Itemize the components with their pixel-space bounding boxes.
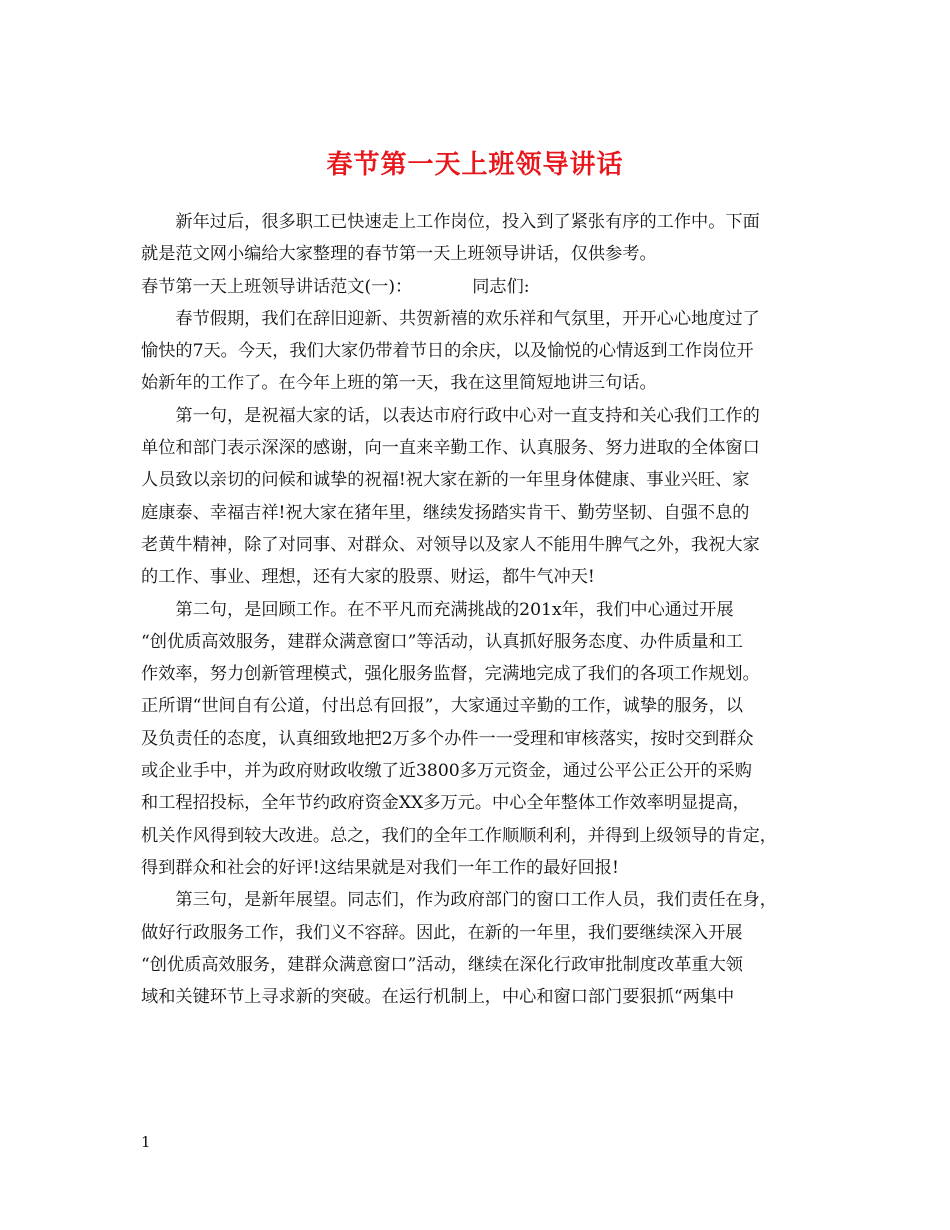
text-line: 第一句，是祝福大家的话，以表达市府行政中心对一直支持和关心我们工作的 <box>175 405 760 426</box>
text-line: 新年过后，很多职工已快速走上工作岗位，投入到了紧张有序的工作中。下面 <box>175 212 760 232</box>
text-line: “创优质高效服务，建群众满意窗口”等活动，认真抓好服务态度、办件质量和工 <box>141 631 743 652</box>
text-line: 单位和部门表示深深的感谢，向一直来辛勤工作、认真服务、努力进取的全体窗口 <box>141 438 760 459</box>
section-heading-line <box>141 271 825 303</box>
text-line: 机关作风得到较大改进。总之，我们的全年工作顺顺利利，并得到上级领导的肯定， <box>141 825 777 846</box>
text-line: 得到群众和社会的好评!这结果就是对我们一年工作的最好回报! <box>141 857 619 878</box>
text-line: 或企业手中，并为政府财政收缴了近3800多万元资金，通过公平公正公开的采购 <box>141 761 752 782</box>
text-line: 春节假期，我们在辞旧迎新、共贺新禧的欢乐祥和气氛里，开开心心地度过了 <box>175 308 760 329</box>
greeting: 同志们: <box>472 276 530 297</box>
text-line: 和工程招投标，全年节约政府资金XX多万元。中心全年整体工作效率明显提高， <box>141 793 750 814</box>
section-heading: 春节第一天上班领导讲话范文(一)： <box>141 276 413 297</box>
page-number: 1 <box>141 1133 151 1151</box>
text-line: 作效率，努力创新管理模式，强化服务监督，完满地完成了我们的各项工作规划。 <box>141 664 760 685</box>
text-line: 老黄牛精神，除了对同事、对群众、对领导以及家人不能用牛脾气之外，我祝大家 <box>141 534 760 555</box>
document-title: 春节第一天上班领导讲话 <box>326 150 624 181</box>
text-line: 人员致以亲切的问候和诚挚的祝福!祝大家在新的一年里身体健康、事业兴旺、家 <box>141 470 750 491</box>
text-line: 及负责任的态度，认真细致地把2万多个办件一一受理和审核落实，按时交到群众 <box>141 728 754 749</box>
text-line: 第二句，是回顾工作。在不平凡而充满挑战的201x年，我们中心通过开展 <box>175 599 734 620</box>
intro-paragraph <box>141 206 825 271</box>
text-line: 做好行政服务工作，我们义不容辞。因此，在新的一年里，我们要继续深入开展 <box>141 922 743 943</box>
paragraph-third-point <box>141 884 825 1013</box>
text-line: 的工作、事业、理想，还有大家的股票、财运，都牛气冲天! <box>141 567 595 588</box>
text-line: 就是范文网小编给大家整理的春节第一天上班领导讲话，仅供参考。 <box>141 244 657 265</box>
paragraph-first-point <box>141 400 825 594</box>
text-line: 第三句，是新年展望。同志们，作为政府部门的窗口工作人员，我们责任在身， <box>175 890 777 911</box>
text-line: 愉快的7天。今天，我们大家仍带着节日的余庆，以及愉悦的心情返到工作岗位开 <box>141 341 754 362</box>
text-line: 始新年的工作了。在今年上班的第一天，我在这里简短地讲三句话。 <box>141 373 657 394</box>
text-line: 域和关键环节上寻求新的突破。在运行机制上，中心和窗口部门要狠抓“两集中 <box>141 987 735 1008</box>
document-body <box>141 206 825 1013</box>
text-line: 正所谓“世间自有公道，付出总有回报”，大家通过辛勤的工作，诚挚的服务，以 <box>141 696 743 717</box>
text-line: 庭康泰、幸福吉祥!祝大家在猪年里，继续发扬踏实肯干、勤劳坚韧、自强不息的 <box>141 502 750 523</box>
text-line: “创优质高效服务，建群众满意窗口”活动，继续在深化行政审批制度改革重大领 <box>141 954 743 975</box>
paragraph-holiday <box>141 303 825 400</box>
paragraph-second-point <box>141 594 825 885</box>
